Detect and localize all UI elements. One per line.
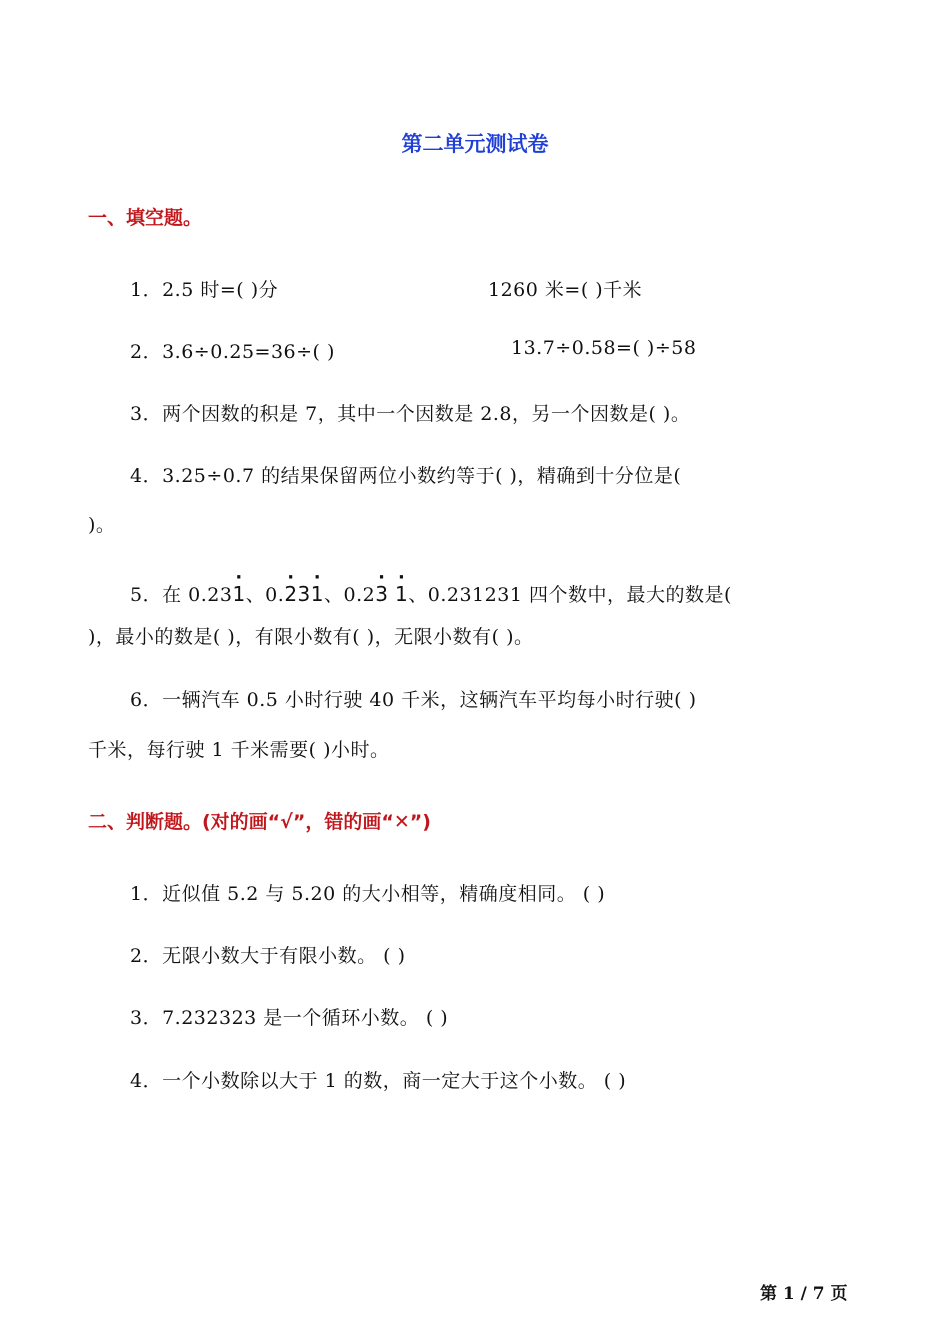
question-3: 3．两个因数的积是 7，其中一个因数是 2.8，另一个因数是( )。 xyxy=(130,403,691,425)
q5-repeating-digit-4: · 3 xyxy=(375,582,388,606)
judge-question-4: 4．一个小数除以大于 1 的数，商一定大于这个小数。 ( ) xyxy=(130,1070,627,1092)
judge-question-1: 1．近似值 5.2 与 5.20 的大小相等，精确度相同。 ( ) xyxy=(130,883,606,905)
judge-question-3: 3．7.232323 是一个循环小数。 ( ) xyxy=(130,1007,449,1029)
judge-question-2: 2．无限小数大于有限小数。 ( ) xyxy=(130,945,406,967)
question-2a: 2．3.6÷0.25=36÷( ) xyxy=(130,341,335,363)
q5-prefix: 5．在 0.23 xyxy=(130,584,233,606)
page-title: 第二单元测试卷 xyxy=(401,132,549,156)
page-number: 第 1 / 7 页 xyxy=(760,1284,848,1304)
q5-repeating-digit-5: · 1 xyxy=(395,582,408,606)
question-5-line1 xyxy=(130,580,732,607)
question-6-line1: 6．一辆汽车 0.5 小时行驶 40 千米，这辆汽车平均每小时行驶( ) xyxy=(130,689,697,711)
question-1a: 1．2.5 时=( )分 xyxy=(130,279,279,301)
q5-sep-2: 、0.2 xyxy=(324,584,376,606)
section-heading-fill-blank: 一、填空题。 xyxy=(88,207,203,229)
question-6-line2: 千米，每行驶 1 千米需要( )小时。 xyxy=(88,739,390,761)
question-1b: 1260 米=( )千米 xyxy=(488,279,643,301)
q5-repeating-digit-1: · 1 xyxy=(232,582,245,606)
q5-repeating-digit-3: · 1 xyxy=(311,582,324,606)
q5-repeating-digit-2: · 2 xyxy=(284,582,297,606)
q5-sep-1: 、0. xyxy=(245,584,285,606)
q5-mid-digit-2: 3 xyxy=(297,582,311,606)
section-heading-true-false: 二、判断题。(对的画“√”，错的画“✕”) xyxy=(88,811,431,833)
question-2b: 13.7÷0.58=( )÷58 xyxy=(511,337,697,359)
question-4-line2: )。 xyxy=(88,514,116,536)
q5-suffix: 、0.231231 四个数中，最大的数是( xyxy=(408,584,732,606)
question-5-line2: )，最小的数是( )，有限小数有( )，无限小数有( )。 xyxy=(88,626,534,648)
question-4-line1: 4．3.25÷0.7 的结果保留两位小数约等于( )，精确到十分位是( xyxy=(130,465,682,487)
